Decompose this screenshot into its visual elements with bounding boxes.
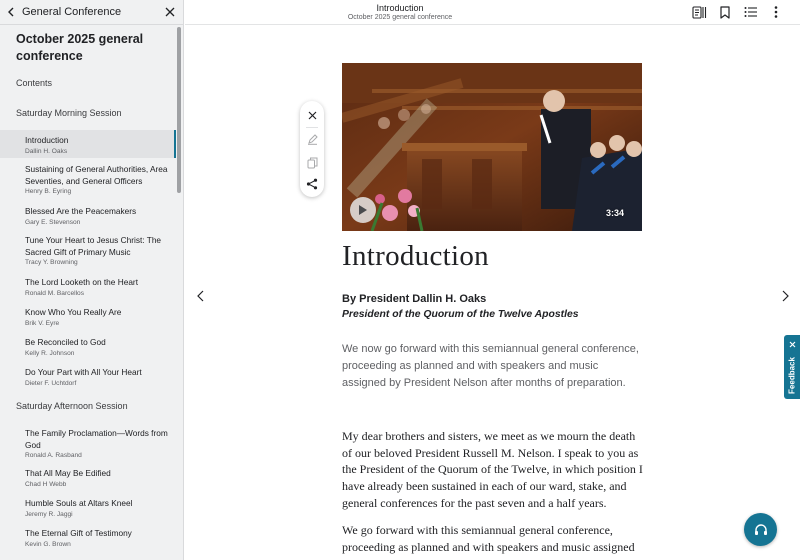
chevron-right-icon <box>782 290 789 302</box>
chevron-left-icon <box>197 290 204 302</box>
sidebar-header <box>0 0 184 25</box>
toc-item[interactable] <box>0 277 176 298</box>
toc-item[interactable] <box>0 307 176 328</box>
audio-player-button[interactable] <box>744 513 777 546</box>
toc-item-title: Blessed Are the Peacemakers <box>25 206 137 216</box>
toc-item-author: Ronald M. Barcellos <box>25 289 85 297</box>
toc-item-title: Do Your Part with All Your Heart <box>25 367 142 377</box>
page-subtitle: October 2025 general conference <box>347 14 453 21</box>
more-vertical-icon <box>774 6 778 18</box>
toc-item-title: The Lord Looketh on the Heart <box>25 277 139 287</box>
toc-item[interactable] <box>0 428 176 460</box>
toc-item-author: Kelly R. Johnson <box>25 349 75 357</box>
list-button[interactable] <box>742 4 760 20</box>
more-options-button[interactable] <box>767 4 785 20</box>
contents-link[interactable]: Contents <box>16 78 53 88</box>
conference-photo-image <box>342 63 642 231</box>
toc-item[interactable] <box>0 206 176 227</box>
close-icon <box>789 341 796 348</box>
toc-item-author: Gary E. Stevenson <box>25 218 81 226</box>
list-icon <box>744 6 758 18</box>
article-paragraph: We go forward with this semiannual general conference, proceeding as planned and with speakers and music assigned <box>342 523 635 554</box>
video-duration: 3:34 <box>606 208 625 218</box>
toc-item-title: Know Who You Really Are <box>25 307 122 317</box>
toc-item-author: Brik V. Eyre <box>25 319 60 327</box>
sidebar-header-title[interactable]: General Conference <box>22 6 122 18</box>
toc-item[interactable] <box>0 235 176 267</box>
session-heading[interactable]: Saturday Afternoon Session <box>16 401 128 411</box>
toc-item[interactable] <box>0 164 176 196</box>
annotation-toolbar <box>300 101 324 197</box>
toc-item-author: Dieter F. Uchtdorf <box>25 379 77 387</box>
play-icon <box>358 204 368 216</box>
share-button[interactable] <box>300 172 324 196</box>
toc-item[interactable] <box>0 528 176 549</box>
sidebar-scrollbar[interactable] <box>177 27 181 193</box>
toc-item-author: Kevin G. Brown <box>25 540 71 548</box>
toc-item-author: Chad H Webb <box>25 480 67 488</box>
close-icon <box>308 111 317 120</box>
article-title: Introduction <box>342 240 489 272</box>
pencil-icon <box>307 134 318 145</box>
study-sets-button[interactable] <box>690 4 708 20</box>
bookmark-button[interactable] <box>716 4 734 20</box>
next-chapter-button[interactable] <box>778 287 792 305</box>
session-heading[interactable]: Saturday Morning Session <box>16 108 122 118</box>
toc-item[interactable] <box>0 468 176 489</box>
toc-item[interactable] <box>0 498 176 519</box>
toc-item-title: Tune Your Heart to Jesus Christ: The Sacred Gift of Primary Music <box>25 235 162 257</box>
article-paragraph: My dear brothers and sisters, we meet as we mourn the death of our beloved President Russell M. Nelson. I speak to you as the President of the Quorum of the Twelve, in which position I have already been sustained in each of our ward, stake, and general conferences for the past seven and a half years. <box>342 429 643 510</box>
toc-item-author: Dallin H. Oaks <box>25 147 68 155</box>
close-feedback-button[interactable] <box>784 337 800 351</box>
article-kicker: We now go forward with this semiannual general conference, proceeding as planned and with speakers and music assigned by President Nelson after months of preparation. <box>342 343 639 389</box>
toc-item-title: The Eternal Gift of Testimony <box>25 528 132 538</box>
close-icon <box>165 7 175 17</box>
toc-item[interactable] <box>0 337 176 358</box>
close-toolbar-button[interactable] <box>300 103 324 127</box>
sidebar <box>0 0 184 560</box>
toc-item-author: Henry B. Eyring <box>25 188 72 195</box>
share-icon <box>306 178 318 190</box>
video-thumbnail[interactable] <box>342 63 642 231</box>
close-sidebar-button[interactable] <box>156 0 184 25</box>
toc-item-author: Ronald A. Rasband <box>25 452 82 459</box>
study-sets-icon <box>692 6 707 19</box>
feedback-tab[interactable] <box>784 335 800 399</box>
toc-item-title: Be Reconciled to God <box>25 337 106 347</box>
book-title: October 2025 general conference <box>16 32 144 63</box>
back-button[interactable] <box>0 0 22 25</box>
toc-item-title: Humble Souls at Altars Kneel <box>25 498 133 508</box>
page-title: Introduction <box>376 3 424 13</box>
author-byline: By President Dallin H. Oaks <box>342 293 487 305</box>
highlight-button[interactable] <box>300 127 324 151</box>
author-role: President of the Quorum of the Twelve Apostles <box>342 309 579 320</box>
previous-chapter-button[interactable] <box>193 287 207 305</box>
toc-item-title: Introduction <box>25 135 69 145</box>
toc-item-title: That All May Be Edified <box>25 468 111 478</box>
feedback-label: Feedback <box>787 357 797 394</box>
play-button[interactable] <box>350 197 376 223</box>
toc-item-title: Sustaining of General Authorities, Area Seventies, and General Officers <box>25 164 168 186</box>
top-bar <box>185 0 800 25</box>
chevron-left-icon <box>7 7 15 17</box>
copy-icon <box>307 157 318 169</box>
toc-item-title: The Family Proclamation—Words from God <box>25 428 168 450</box>
bookmark-icon <box>720 6 730 19</box>
headphones-icon <box>754 523 768 536</box>
toc-item[interactable] <box>0 367 176 388</box>
toc-item-active[interactable] <box>0 130 176 158</box>
toc-item-author: Tracy Y. Browning <box>25 259 78 266</box>
toc-item-author: Jeremy R. Jaggi <box>25 510 73 518</box>
